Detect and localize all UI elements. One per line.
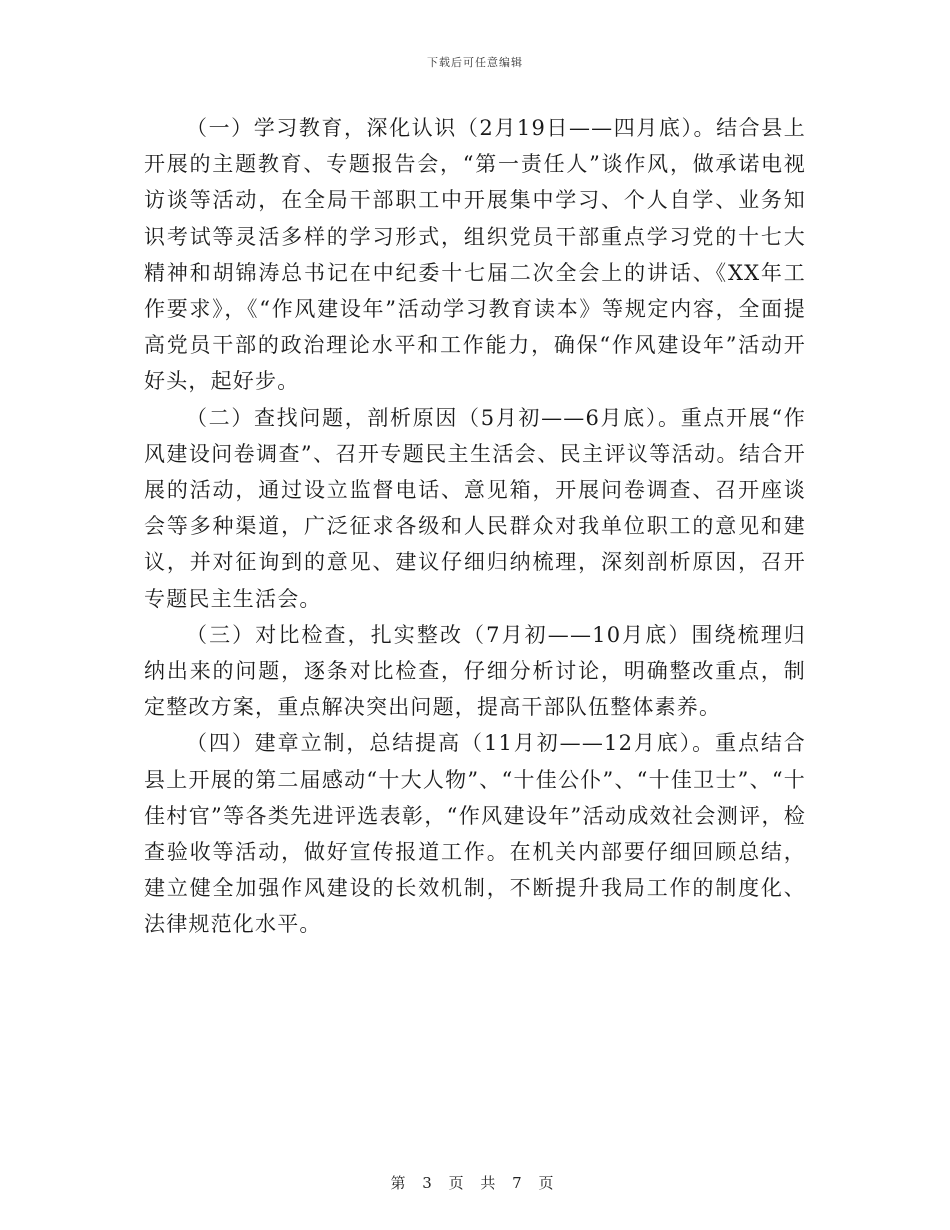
page-number-footer: 第 3 页 共 7 页 bbox=[390, 1174, 560, 1192]
paragraph-2: （二）查找问题，剖析原因（5月初——6月底）。重点开展“作风建设问卷调查”、召开专题民主生活会、民主评议等活动。结合开展的活动，通过设立监督电话、意见箱，开展问卷调查、召开座谈会等多种渠道，广泛征求各级和人民群众对我单位职工的意见和建议，并对征询到的意见、建议仔细归纳梳理，深刻剖析原因，召开专题民主生活会。 bbox=[144, 405, 806, 611]
document-body bbox=[144, 110, 806, 943]
page-header: 下载后可任意编辑 bbox=[427, 56, 523, 69]
paragraph-4: （四）建章立制，总结提高（11月初——12月底）。重点结合县上开展的第二届感动“十大人物”、“十佳公仆”、“十佳卫士”、“十佳村官”等各类先进评选表彰，“作风建设年”活动成效社会测评，检查验收等活动，做好宣传报道工作。在机关内部要仔细回顾总结，建立健全加强作风建设的长效机制，不断提升我局工作的制度化、法律规范化水平。 bbox=[144, 731, 806, 937]
paragraph-1: （一）学习教育，深化认识（2月19日——四月底）。结合县上开展的主题教育、专题报告会，“第一责任人”谈作风，做承诺电视访谈等活动，在全局干部职工中开展集中学习、个人自学、业务知识考试等灵活多样的学习形式，组织党员干部重点学习党的十七大精神和胡锦涛总书记在中纪委十七届二次全会上的讲话、《XX年工作要求》，《“作风建设年”活动学习教育读本》等规定内容，全面提高党员干部的政治理论水平和工作能力，确保“作风建设年”活动开好头，起好步。 bbox=[144, 116, 806, 394]
paragraph-3: （三）对比检查，扎实整改（7月初——10月底）围绕梳理归纳出来的问题，逐条对比检查，仔细分析讨论，明确整改重点，制定整改方案，重点解决突出问题，提高干部队伍整体素养。 bbox=[144, 622, 806, 720]
